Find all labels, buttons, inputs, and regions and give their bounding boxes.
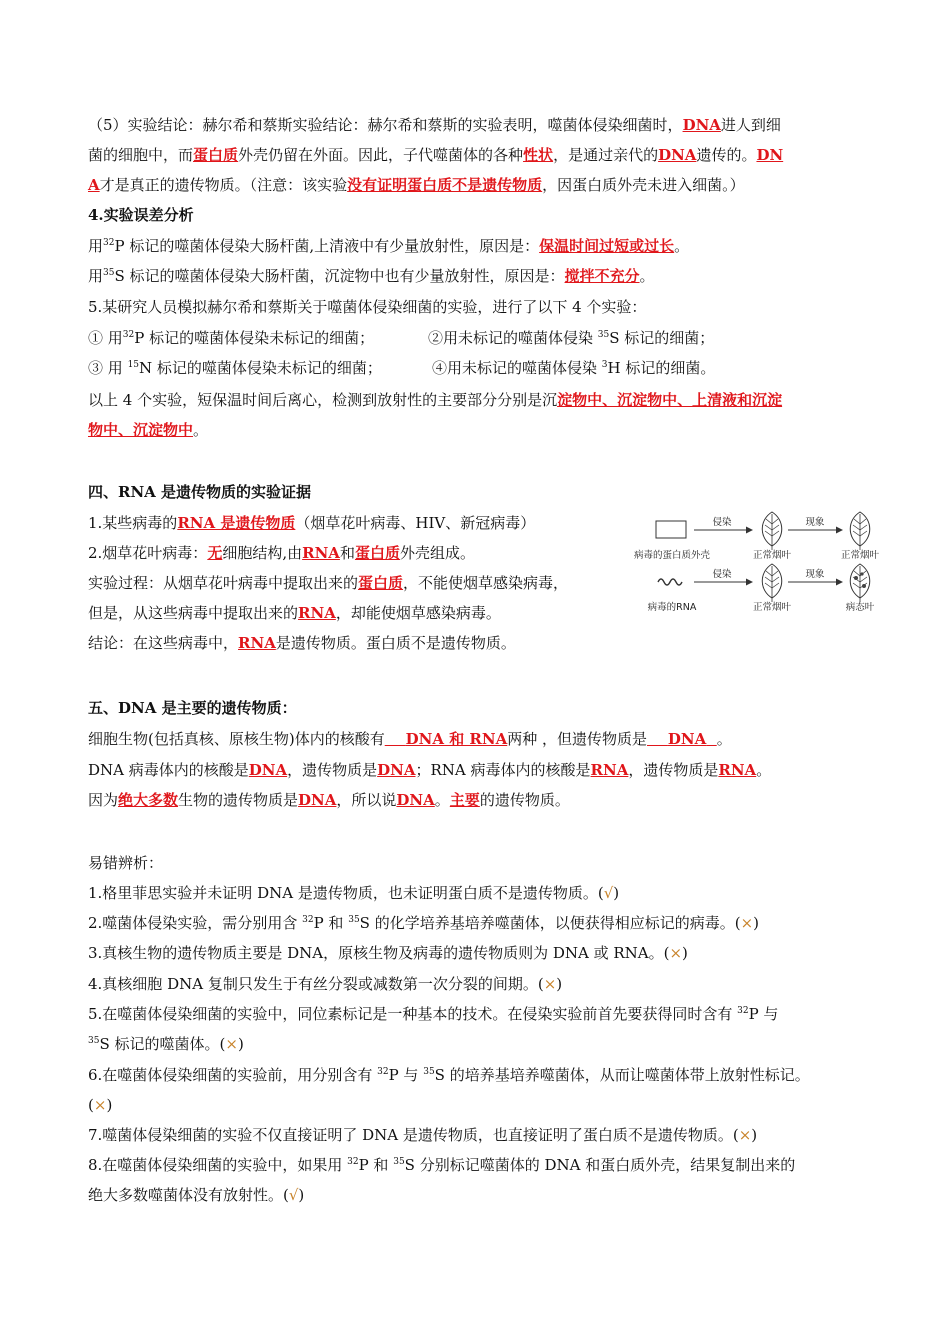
- label-normal-leaf: 正常烟叶: [752, 550, 792, 561]
- experiment-intro: 5.某研究人员模拟赫尔希和蔡斯关于噬菌体侵染细菌的实验，进行了以下 4 个实验：: [88, 298, 647, 316]
- error-analysis-line-2: 用$^{35}$S 标记的噬菌体侵染大肠杆菌，沉淀物中也有少量放射性，原因是：搅拌不充分。: [88, 267, 655, 285]
- tobacco-mosaic-figure: [622, 508, 892, 616]
- rna-section-heading: 四、RNA 是遗传物质的实验证据: [88, 483, 312, 501]
- rna-line-2: 2.烟草花叶病毒：无细胞结构,由RNA和蛋白质外壳组成。: [88, 544, 475, 562]
- arrow-label-phenomenon: 现象: [805, 569, 825, 580]
- experiment-1: ① 用$^{32}$P 标记的噬菌体侵染未标记的细菌；: [88, 329, 375, 347]
- experiment-2: ②用未标记的噬菌体侵染 $^{35}$S 标记的细菌；: [428, 329, 715, 347]
- experiment-4: ④用未标记的噬菌体侵染 $^3$H 标记的细菌。: [432, 359, 716, 377]
- rna-line-1: 1.某些病毒的RNA 是遗传物质（烟草花叶病毒、HIV、新冠病毒）: [88, 514, 536, 532]
- mistake-item-8: 8.在噬菌体侵染细菌的实验中，如果用 $^{32}$P 和 $^{35}$S 分别标记噬菌体的 DNA 和蛋白质外壳，结果复制出来的: [88, 1156, 796, 1174]
- label-diseased-leaf: 病态叶: [845, 602, 875, 613]
- rna-line-3: 实验过程：从烟草花叶病毒中提取出来的蛋白质，不能使烟草感染病毒，: [88, 574, 569, 592]
- mistake-item-7: 7.噬菌体侵染细菌的实验不仅直接证明了 DNA 是遗传物质，也直接证明了蛋白质不是遗传物质。(×): [88, 1126, 758, 1144]
- experiment-3: ③ 用 $^{15}$N 标记的噬菌体侵染未标记的细菌；: [88, 359, 382, 377]
- mistake-item-4: 4.真核细胞 DNA 复制只发生于有丝分裂或减数第一次分裂的间期。(×): [88, 975, 563, 993]
- mistake-item-6: 6.在噬菌体侵染细菌的实验前，用分别含有 $^{32}$P 与 $^{35}$S 的培养基培养噬菌体，从而让噬菌体带上放射性标记。: [88, 1066, 810, 1084]
- error-analysis-heading: 4.实验误差分析: [88, 206, 194, 224]
- rna-line-4: 但是，从这些病毒中提取出来的RNA，却能使烟草感染病毒。: [88, 604, 501, 622]
- experiment-result-line-1: 以上 4 个实验，短保温时间后离心，检测到放射性的主要部分分别是沉淀物中、沉淀物中、上清液和沉淀: [88, 391, 783, 409]
- dna-section-heading: 五、DNA 是主要的遗传物质：: [88, 699, 297, 717]
- arrow-label-infect: 侵染: [712, 517, 732, 528]
- dna-line-2: DNA 病毒体内的核酸是DNA，遗传物质是DNA；RNA 病毒体内的核酸是RNA，遗传物质是RNA。: [88, 761, 772, 779]
- label-normal-leaf: 正常烟叶: [840, 550, 880, 561]
- arrow-label-phenomenon: 现象: [805, 517, 825, 528]
- label-normal-leaf: 正常烟叶: [752, 602, 792, 613]
- normal-leaf-icon: [850, 512, 870, 550]
- mistake-item-2: 2.噬菌体侵染实验，需分别用含 $^{32}$P 和 $^{35}$S 的化学培养基培养噬菌体，以便获得相应标记的病毒。(×): [88, 914, 760, 932]
- diseased-leaf-icon: [850, 564, 870, 602]
- mistake-item-5-cont: $^{35}$S 标记的噬菌体。(×): [88, 1035, 244, 1053]
- mistake-item-1: 1.格里菲思实验并未证明 DNA 是遗传物质，也未证明蛋白质不是遗传物质。(√): [88, 884, 620, 902]
- protein-coat-icon: [656, 521, 686, 538]
- conclusion-line-1: （5）实验结论：赫尔希和蔡斯实验结论：赫尔希和蔡斯的实验表明，噬菌体侵染细菌时，DNA进人到细: [88, 116, 781, 134]
- conclusion-line-2: 菌的细胞中，而蛋白质外壳仍留在外面。因此，子代噬菌体的各种性状，是通过亲代的DNA遗传的。DN: [88, 146, 784, 164]
- mistake-item-5: 5.在噬菌体侵染细菌的实验中，同位素标记是一种基本的技术。在侵染实验前首先要获得同时含有 $^{32}$P 与: [88, 1005, 779, 1023]
- rna-line-5: 结论：在这些病毒中，RNA是遗传物质。蛋白质不是遗传物质。: [88, 634, 516, 652]
- error-analysis-line-1: 用$^{32}$P 标记的噬菌体侵染大肠杆菌,上清液中有少量放射性，原因是：保温时间过短或过长。: [88, 237, 690, 255]
- mistakes-heading: 易错辨析：: [88, 854, 164, 872]
- arrow-label-infect: 侵染: [712, 569, 732, 580]
- dna-line-1: 细胞生物(包括真核、原核生物)体内的核酸有 DNA 和 RNA两种 ，但遗传物质是 DNA 。: [88, 730, 732, 748]
- label-rna: 病毒的RNA: [647, 602, 697, 613]
- dna-line-3: 因为绝大多数生物的遗传物质是DNA，所以说DNA。主要的遗传物质。: [88, 791, 570, 809]
- label-protein-coat: 病毒的蛋白质外壳: [633, 550, 711, 561]
- conclusion-line-3: A才是真正的遗传物质。（注意：该实验没有证明蛋白质不是遗传物质，因蛋白质外壳未进入细菌。）: [88, 176, 745, 194]
- mistake-item-6-cont: (×): [88, 1096, 113, 1114]
- mistake-item-8-cont: 绝大多数噬菌体没有放射性。(√): [88, 1186, 305, 1204]
- rna-coil-icon: [658, 579, 682, 585]
- mistake-item-3: 3.真核生物的遗传物质主要是 DNA，原核生物及病毒的遗传物质则为 DNA 或 RNA。(×): [88, 944, 688, 962]
- experiment-result-line-2: 物中、沉淀物中。: [88, 421, 209, 439]
- normal-leaf-icon: [762, 564, 782, 602]
- normal-leaf-icon: [762, 512, 782, 550]
